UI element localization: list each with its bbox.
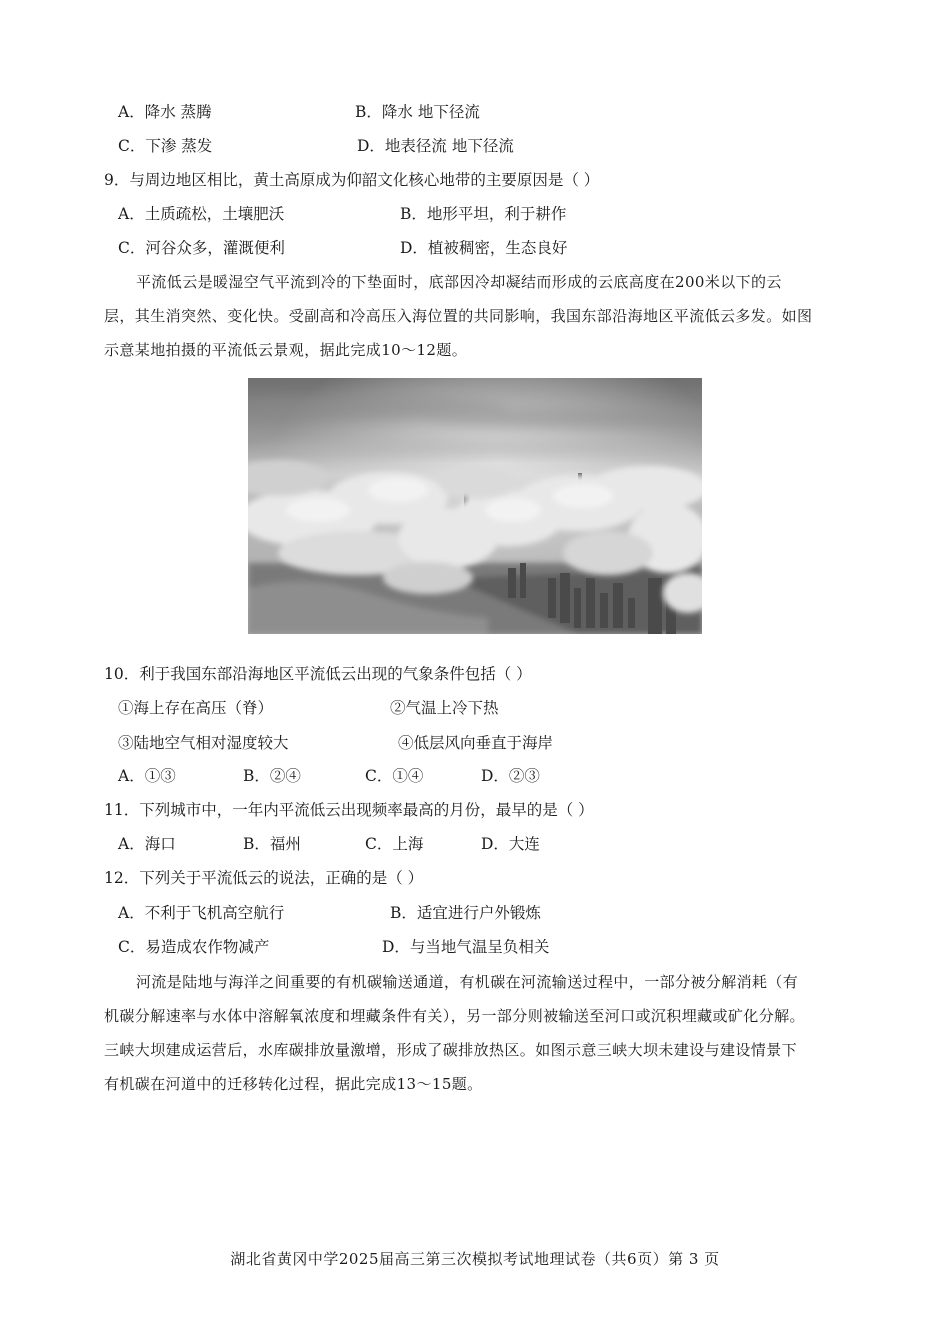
q11-option-c: C．上海 [365,835,424,853]
q10-option-d: D．②③ [481,767,540,785]
q11-option-b: B．福州 [243,835,301,853]
advection-cloud-photo [248,378,702,634]
q9-option-a: A．土质疏松，土壤肥沃 [118,205,285,223]
q8-option-a: A．降水 蒸腾 [118,103,212,121]
q10-statement-2: ②气温上冷下热 [390,699,499,717]
q10-stem: 10．利于我国东部沿海地区平流低云出现的气象条件包括（ ） [104,665,532,683]
q9-stem: 9．与周边地区相比，黄土高原成为仰韶文化核心地带的主要原因是（ ） [104,171,600,189]
passage1-line2: 层，其生消突然、变化快。受副高和冷高压入海位置的共同影响，我国东部沿海地区平流低云多发。如图 [104,307,813,325]
q12-stem: 12．下列关于平流低云的说法，正确的是（ ） [104,869,424,887]
q12-option-b: B．适宜进行户外锻炼 [390,904,541,922]
passage-advection-cloud [104,265,856,367]
q12-option-a: A．不利于飞机高空航行 [118,904,285,922]
passage1-line3: 示意某地拍摄的平流低云景观，据此完成10～12题。 [104,341,468,359]
q10-statement-4: ④低层风向垂直于海岸 [398,734,554,752]
q8-option-c: C．下渗 蒸发 [118,137,213,155]
q9-option-b: B．地形平坦，利于耕作 [400,205,567,223]
passage2-line3: 三峡大坝建成运营后，水库碳排放量激增，形成了碳排放热区。如图示意三峡大坝未建设与建设情景下 [104,1041,798,1059]
q11-stem: 11．下列城市中，一年内平流低云出现频率最高的月份，最早的是（ ） [104,801,594,819]
passage-organic-carbon [104,965,856,1101]
q8-option-b: B．降水 地下径流 [355,103,480,121]
passage2-line1: 河流是陆地与海洋之间重要的有机碳输送通道，有机碳在河流输送过程中，一部分被分解消耗（有 [136,973,799,991]
q10-option-b: B．②④ [243,767,301,785]
q10-statement-1: ①海上存在高压（脊） [118,699,274,717]
q12-option-d: D．与当地气温呈负相关 [382,938,550,956]
q10-statement-3: ③陆地空气相对湿度较大 [118,734,289,752]
q10-option-a: A．①③ [118,767,176,785]
passage2-line4: 有机碳在河道中的迁移转化过程，据此完成13～15题。 [104,1075,483,1093]
q12-option-c: C．易造成农作物减产 [118,938,270,956]
page-footer: 湖北省黄冈中学2025届高三第三次模拟考试地理试卷（共6页）第 3 页 [230,1250,720,1268]
q11-option-d: D．大连 [481,835,540,853]
passage1-line1: 平流低云是暖湿空气平流到冷的下垫面时，底部因冷却凝结而形成的云底高度在200米以下的云 [136,273,782,291]
q8-option-d: D．地表径流 地下径流 [357,137,514,155]
q9-option-c: C．河谷众多，灌溉便利 [118,239,285,257]
passage2-line2: 机碳分解速率与水体中溶解氧浓度和埋藏条件有关），另一部分则被输送至河口或沉积埋藏或矿化分解。 [104,1007,805,1025]
q10-option-c: C．①④ [365,767,424,785]
q11-option-a: A．海口 [118,835,176,853]
q9-option-d: D．植被稠密，生态良好 [400,239,568,257]
